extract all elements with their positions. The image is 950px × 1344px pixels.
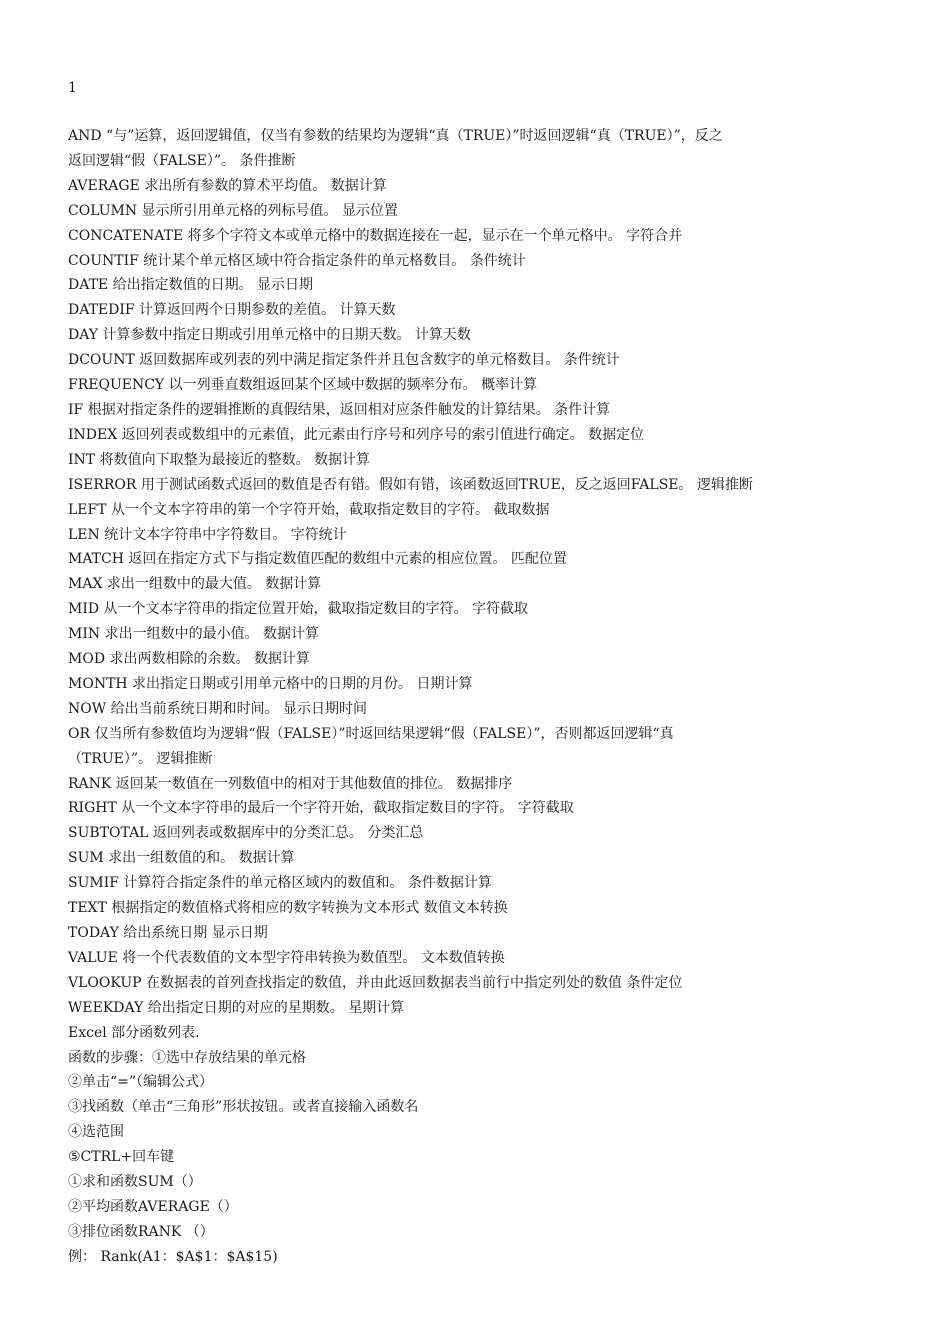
text-line: 例： Rank(A1：$A$1：$A$15) — [68, 1248, 278, 1265]
text-line: ③找函数（单击“三角形”形状按钮。或者直接输入函数名 — [68, 1099, 419, 1116]
text-line: LEFT 从一个文本字符串的第一个字符开始，截取指定数目的字符。 截取数据 — [68, 501, 550, 518]
text-line: SUBTOTAL 返回列表或数据库中的分类汇总。 分类汇总 — [68, 825, 424, 842]
text-line: AND “与”运算，返回逻辑值，仅当有参数的结果均为逻辑“真（TRUE）”时返回逻辑“真（TRUE）”，反之 — [68, 128, 723, 144]
text-line: DAY 计算参数中指定日期或引用单元格中的日期天数。 计算天数 — [68, 327, 471, 344]
text-line: TEXT 根据指定的数值格式将相应的数字转换为文本形式 数值文本转换 — [68, 900, 508, 917]
text-line: Excel 部分函数列表. — [68, 1024, 200, 1041]
text-line: MIN 求出一组数中的最小值。 数据计算 — [68, 626, 320, 643]
text-line: SUMIF 计算符合指定条件的单元格区域内的数值和。 条件数据计算 — [68, 875, 492, 892]
text-line: ①求和函数SUM（） — [68, 1174, 202, 1191]
text-line: RIGHT 从一个文本字符串的最后一个字符开始，截取指定数目的字符。 字符截取 — [68, 800, 574, 817]
text-line: WEEKDAY 给出指定日期的对应的星期数。 星期计算 — [68, 999, 405, 1016]
text-line: MONTH 求出指定日期或引用单元格中的日期的月份。 日期计算 — [68, 675, 473, 692]
text-line: AVERAGE 求出所有参数的算术平均值。 数据计算 — [68, 177, 387, 194]
text-line: （TRUE）”。 逻辑推断 — [68, 750, 213, 767]
text-line: MOD 求出两数相除的余数。 数据计算 — [68, 651, 310, 668]
text-line: DATE 给出指定数值的日期。 显示日期 — [68, 277, 314, 294]
document-page — [68, 78, 880, 1270]
text-line: COLUMN 显示所引用单元格的列标号值。 显示位置 — [68, 202, 399, 219]
text-line: TODAY 给出系统日期 显示日期 — [68, 925, 268, 941]
page-number: 1 — [68, 80, 77, 96]
text-line: MID 从一个文本字符串的指定位置开始，截取指定数目的字符。 字符截取 — [68, 601, 528, 618]
text-line: INT 将数值向下取整为最接近的整数。 数据计算 — [68, 451, 371, 468]
text-line: IF 根据对指定条件的逻辑推断的真假结果，返回相对应条件触发的计算结果。 条件计算 — [68, 401, 611, 418]
text-line: VLOOKUP 在数据表的首列查找指定的数值，并由此返回数据表当前行中指定列处的数值 条件定位 — [68, 974, 683, 991]
text-line: NOW 给出当前系统日期和时间。 显示日期时间 — [68, 700, 368, 717]
text-line: DCOUNT 返回数据库或列表的列中满足指定条件并且包含数字的单元格数目。 条件统计 — [68, 352, 620, 369]
text-line: FREQUENCY 以一列垂直数组返回某个区域中数据的频率分布。 概率计算 — [68, 377, 538, 394]
document-body — [68, 124, 880, 1270]
text-line: ⑤CTRL+回车键 — [68, 1149, 175, 1166]
text-line: LEN 统计文本字符串中字符数目。 字符统计 — [68, 526, 347, 543]
text-line: ②平均函数AVERAGE（） — [68, 1198, 238, 1215]
text-line: CONCATENATE 将多个字符文本或单元格中的数据连接在一起，显示在一个单元格中。 字符合并 — [68, 227, 683, 244]
text-line: INDEX 返回列表或数组中的元素值，此元素由行序号和列序号的索引值进行确定。 数据定位 — [68, 426, 645, 443]
text-line: MAX 求出一组数中的最大值。 数据计算 — [68, 576, 322, 593]
text-line: ③排位函数RANK （） — [68, 1223, 214, 1240]
text-line: MATCH 返回在指定方式下与指定数值匹配的数组中元素的相应位置。 匹配位置 — [68, 551, 567, 568]
text-line: VALUE 将一个代表数值的文本型字符串转换为数值型。 文本数值转换 — [68, 949, 505, 966]
text-line: 函数的步骤：①选中存放结果的单元格 — [68, 1049, 306, 1066]
text-line: SUM 求出一组数值的和。 数据计算 — [68, 850, 295, 867]
text-line: DATEDIF 计算返回两个日期参数的差值。 计算天数 — [68, 302, 396, 319]
text-line: ④选范围 — [68, 1124, 124, 1141]
text-line: 返回逻辑“假（FALSE）”。 条件推断 — [68, 152, 296, 169]
text-line: COUNTIF 统计某个单元格区域中符合指定条件的单元格数目。 条件统计 — [68, 252, 526, 269]
text-line: OR 仅当所有参数值均为逻辑“假（FALSE）”时返回结果逻辑“假（FALSE）”，否则都返回逻辑“真 — [68, 725, 674, 742]
text-line: RANK 返回某一数值在一列数值中的相对于其他数值的排位。 数据排序 — [68, 775, 513, 792]
text-line: ②单击“=”（编辑公式） — [68, 1074, 214, 1091]
text-line: ISERROR 用于测试函数式返回的数值是否有错。假如有错，该函数返回TRUE，反之返回FALSE。 逻辑推断 — [68, 476, 753, 493]
